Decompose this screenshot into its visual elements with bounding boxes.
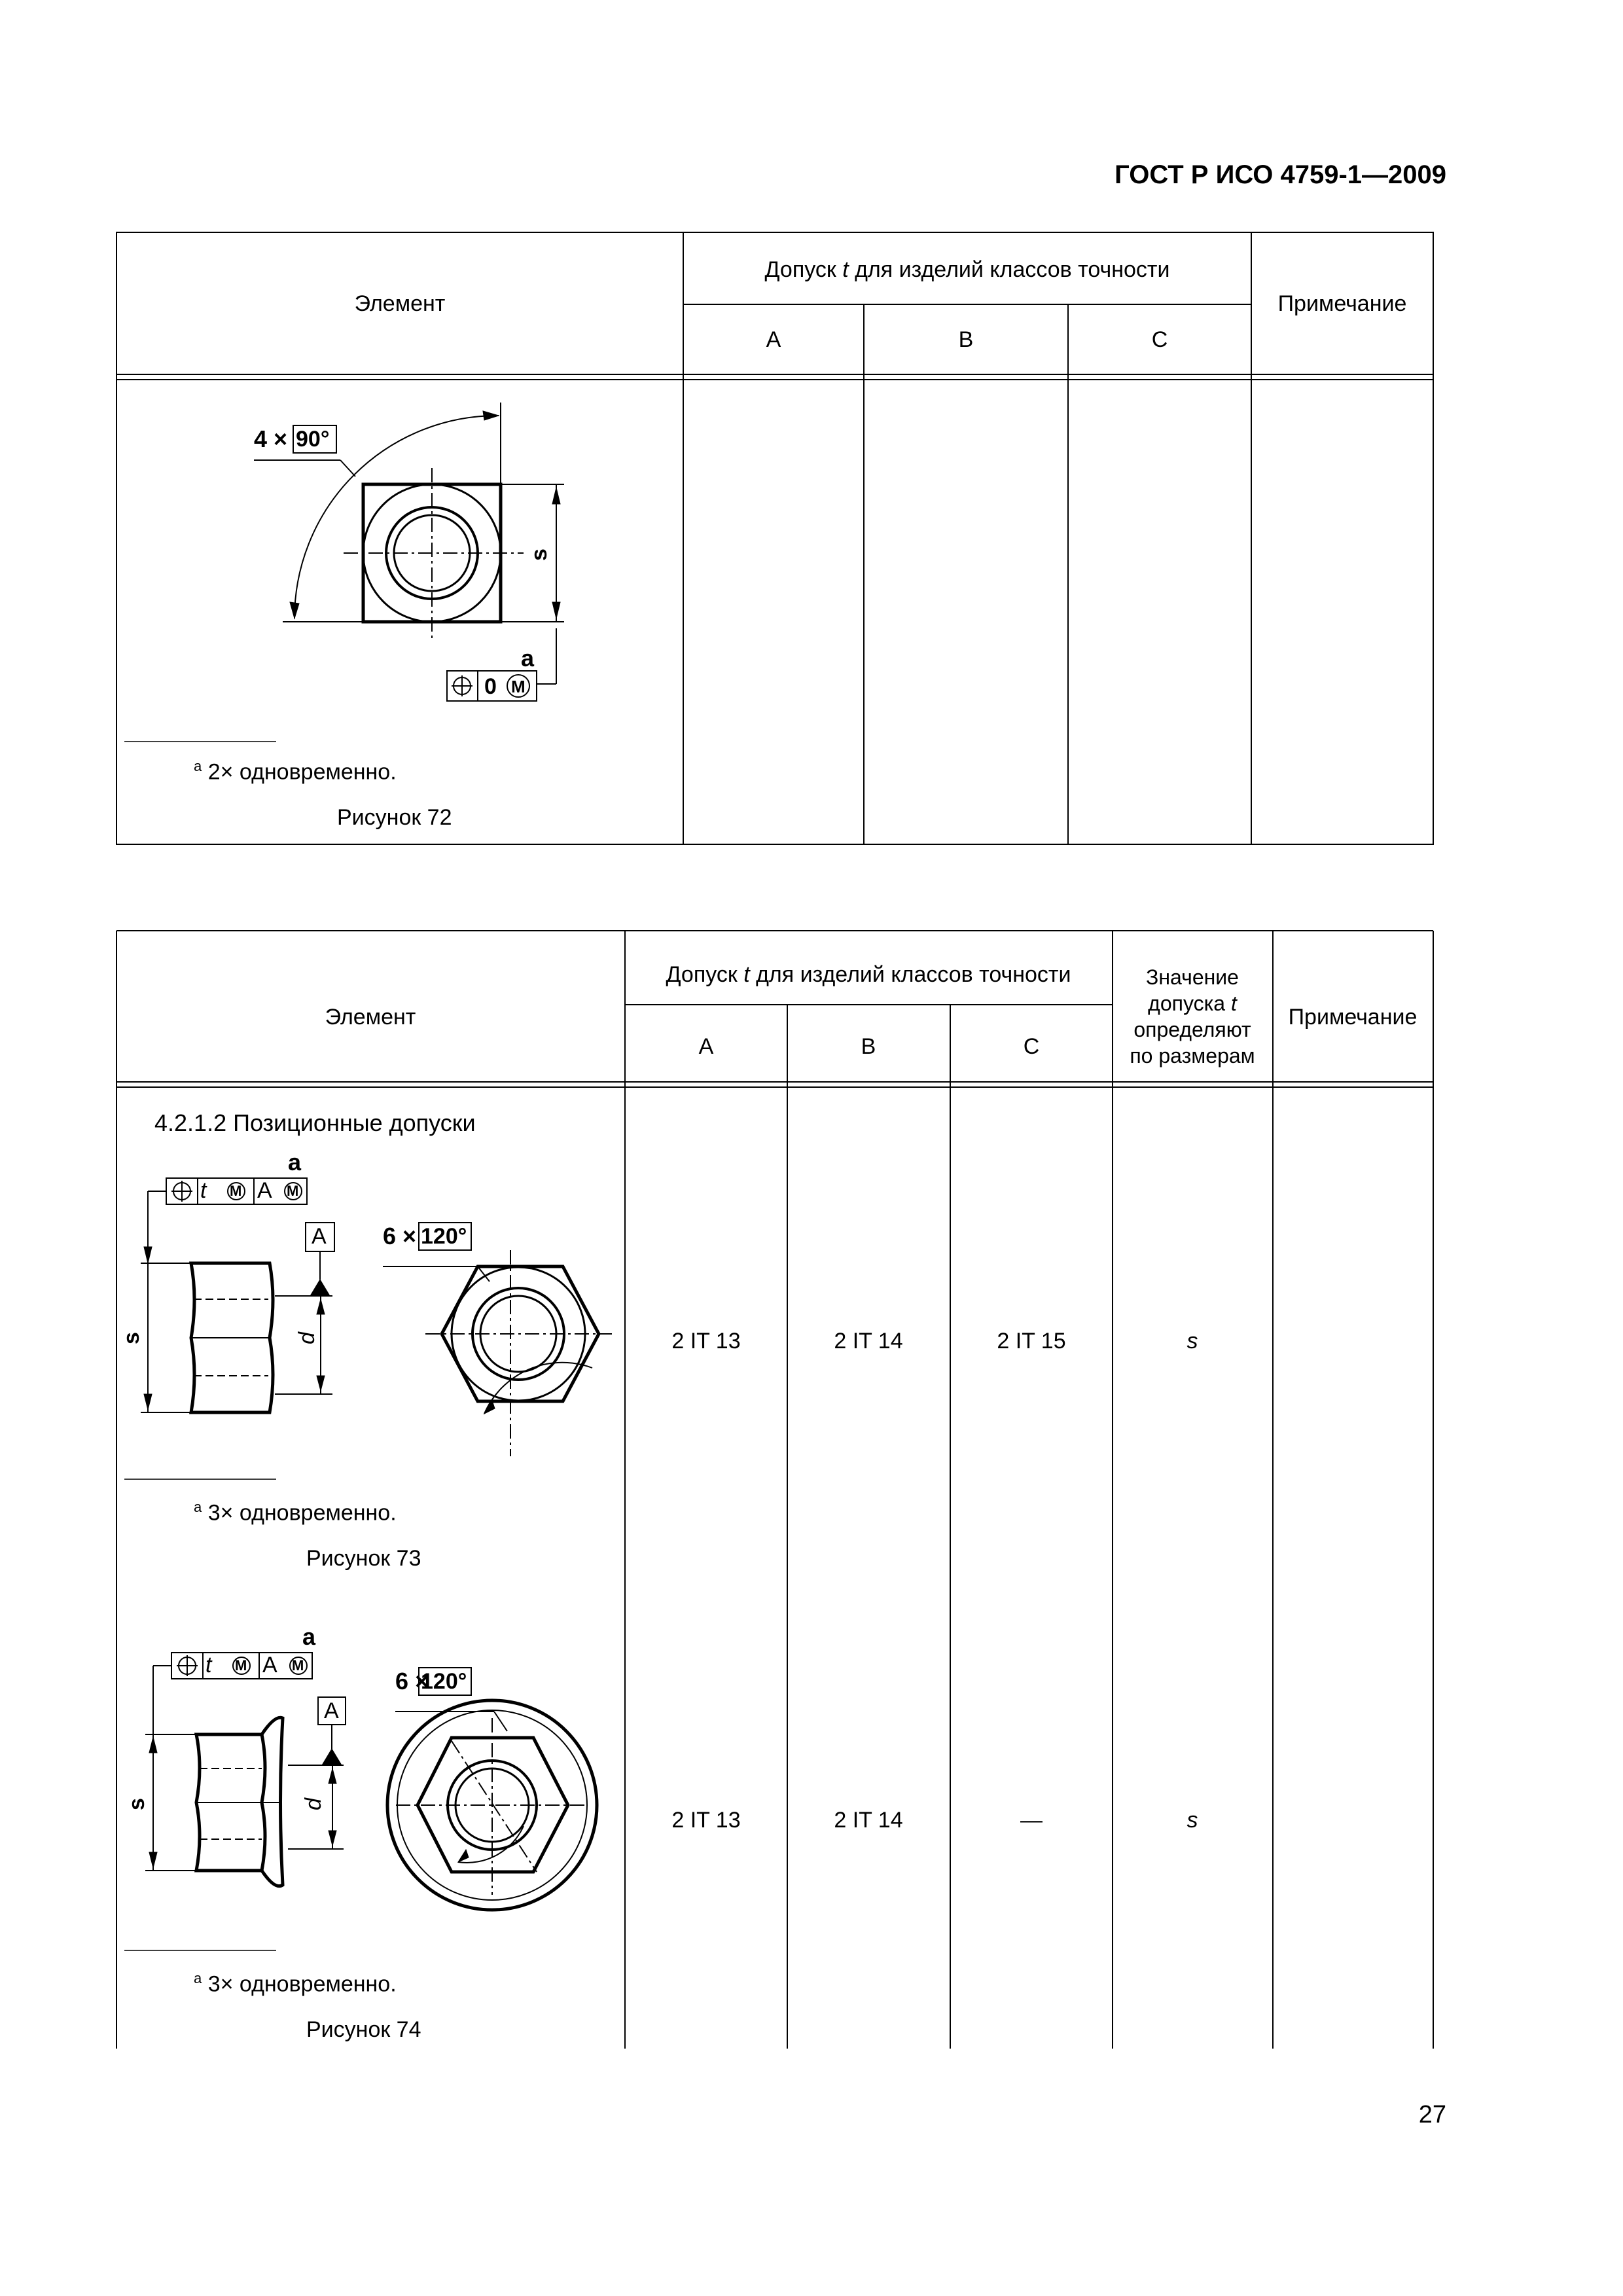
fig73-dim-s: s bbox=[118, 1332, 144, 1344]
fig74-count-label: 6 × bbox=[395, 1668, 429, 1695]
table1-grid bbox=[116, 232, 1433, 844]
figure-74-drawing bbox=[124, 1653, 597, 1950]
fig73-count-label: 6 × bbox=[383, 1223, 417, 1249]
table1-tolerance-t: t bbox=[842, 257, 849, 282]
table1-header-class-c: C bbox=[1151, 327, 1168, 352]
table2-grid bbox=[116, 931, 1433, 2049]
table1-header-class-b: B bbox=[958, 327, 974, 352]
table1-header-tolerance bbox=[765, 257, 1170, 283]
fig73-footnote-text: 3× одновременно. bbox=[202, 1500, 397, 1526]
row74-class-c: — bbox=[1020, 1808, 1043, 1833]
section-title: 4.2.1.2 Позиционные допуски bbox=[154, 1109, 476, 1136]
fig74-footnote bbox=[194, 1970, 397, 1997]
value-by-line2 bbox=[1130, 990, 1255, 1016]
table2-tolerance-t: t bbox=[743, 962, 750, 987]
table1-tolerance-suffix: для изделий классов точности bbox=[848, 257, 1170, 282]
figure-72-drawing bbox=[124, 403, 564, 742]
value-by-line2-t: t bbox=[1230, 992, 1237, 1015]
fig74-ref-a: a bbox=[302, 1623, 316, 1650]
row73-class-c: 2 IT 15 bbox=[997, 1329, 1066, 1354]
fig72-footnote-text: 2× одновременно. bbox=[202, 759, 397, 785]
fig74-footnote-text: 3× одновременно. bbox=[202, 1971, 397, 1997]
fig73-angle-label: 120° bbox=[421, 1224, 467, 1249]
fig73-frame-m2: M bbox=[287, 1183, 299, 1199]
fig72-ref-a: a bbox=[521, 645, 535, 672]
row73-class-a: 2 IT 13 bbox=[671, 1329, 741, 1354]
table2-header-value-by bbox=[1130, 964, 1255, 1069]
table2-tolerance-suffix: для изделий классов точности bbox=[749, 962, 1071, 987]
table2-header-class-a: A bbox=[698, 1034, 714, 1059]
table2-header-class-b: B bbox=[861, 1034, 876, 1059]
table2-header-note: Примечание bbox=[1288, 1005, 1418, 1030]
fig73-footnote bbox=[194, 1499, 397, 1526]
table2-tolerance-prefix: Допуск bbox=[666, 962, 744, 987]
fig72-angle-label: 90° bbox=[296, 427, 330, 452]
value-by-line4: по размерам bbox=[1130, 1044, 1255, 1067]
fig73-datum-box: A bbox=[312, 1224, 327, 1249]
table2-header-tolerance bbox=[666, 962, 1071, 988]
fig74-footnote-mark: a bbox=[194, 1970, 202, 1986]
value-by-line3: определяют bbox=[1133, 1018, 1251, 1041]
fig73-footnote-mark: a bbox=[194, 1499, 202, 1515]
fig74-frame-t: t bbox=[205, 1653, 212, 1677]
fig73-frame-m1: M bbox=[230, 1183, 242, 1199]
fig74-caption: Рисунок 74 bbox=[306, 2017, 421, 2042]
fig72-count-label: 4 × bbox=[254, 425, 288, 452]
fig74-dim-d: d bbox=[300, 1798, 326, 1810]
fig72-caption: Рисунок 72 bbox=[337, 805, 452, 830]
fig72-frame-value: 0 bbox=[484, 674, 497, 699]
fig74-angle-label: 120° bbox=[421, 1669, 467, 1694]
row74-class-a: 2 IT 13 bbox=[671, 1808, 741, 1833]
document-code: ГОСТ Р ИСО 4759-1—2009 bbox=[1115, 160, 1446, 189]
fig72-frame-m: M bbox=[511, 677, 526, 696]
fig74-frame-m2: M bbox=[292, 1657, 304, 1674]
fig74-frame-m1: M bbox=[235, 1657, 247, 1674]
row74-class-b: 2 IT 14 bbox=[834, 1808, 903, 1833]
page-number: 27 bbox=[1418, 2101, 1446, 2128]
row74-value-by: s bbox=[1186, 1808, 1198, 1833]
table1-tolerance-prefix: Допуск bbox=[764, 257, 843, 282]
figure-73-drawing bbox=[124, 1178, 612, 1479]
fig72-footnote bbox=[194, 758, 397, 785]
table1-header-class-a: A bbox=[766, 327, 781, 352]
value-by-line1: Значение bbox=[1146, 965, 1239, 989]
fig73-caption: Рисунок 73 bbox=[306, 1546, 421, 1571]
fig72-dim-s: s bbox=[526, 548, 552, 561]
value-by-line2-prefix: допуска bbox=[1148, 992, 1231, 1015]
table2-header-class-c: C bbox=[1023, 1034, 1040, 1059]
row73-value-by: s bbox=[1186, 1329, 1198, 1354]
fig72-footnote-mark: a bbox=[194, 758, 202, 774]
fig73-ref-a: a bbox=[288, 1149, 302, 1175]
table2-header-element: Элемент bbox=[325, 1005, 416, 1030]
table1-header-element: Элемент bbox=[354, 291, 446, 316]
fig74-frame-datum: A bbox=[262, 1653, 277, 1677]
table1-header-note: Примечание bbox=[1277, 291, 1407, 316]
fig73-frame-t: t bbox=[200, 1178, 207, 1203]
fig73-frame-datum: A bbox=[257, 1178, 272, 1203]
fig74-datum-box: A bbox=[324, 1698, 339, 1723]
row73-class-b: 2 IT 14 bbox=[834, 1329, 903, 1354]
fig73-dim-d: d bbox=[294, 1332, 319, 1344]
fig74-dim-s: s bbox=[124, 1798, 149, 1810]
